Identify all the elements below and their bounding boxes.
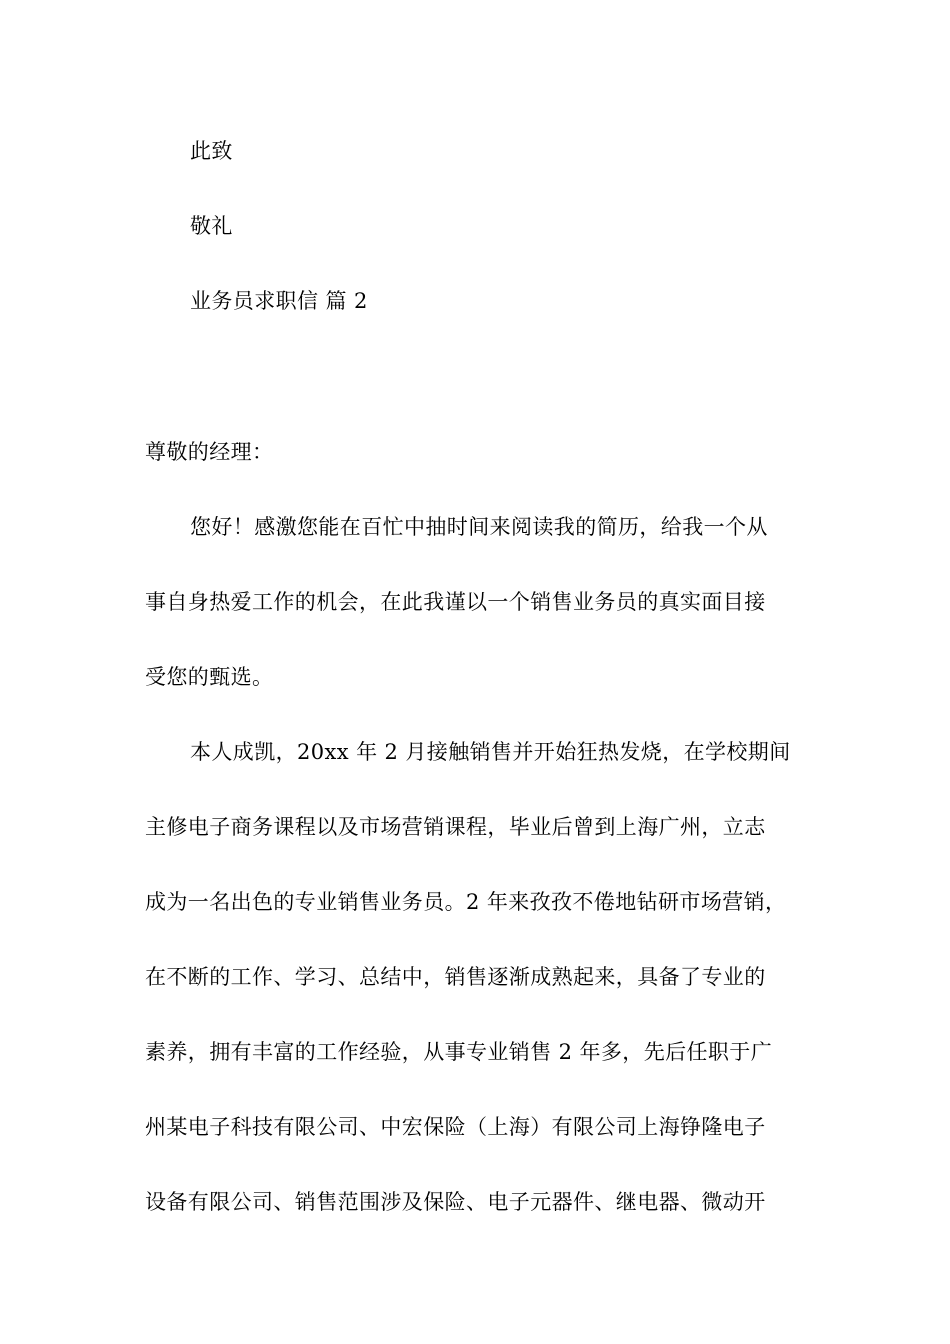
paragraph2-line-2: 主修电子商务课程以及市场营销课程，毕业后曾到上海广州，立志 [145,815,766,839]
paragraph2-line-3: 成为一名出色的专业销售业务员。2 年来孜孜不倦地钻研市场营销， [145,890,787,914]
section-heading: 业务员求职信 篇 2 [190,289,368,313]
closing-line-2: 敬礼 [190,214,233,238]
paragraph1-line-2: 事自身热爱工作的机会，在此我谨以一个销售业务员的真实面目接 [145,590,766,614]
closing-line-1: 此致 [190,139,233,163]
paragraph1-line-1: 您好！感激您能在百忙中抽时间来阅读我的简历，给我一个从 [190,515,768,539]
salutation: 尊敬的经理： [145,440,274,464]
paragraph2-line-6: 州某电子科技有限公司、中宏保险（上海）有限公司上海铮隆电子 [145,1115,766,1139]
paragraph2-line-1: 本人成凯，20xx 年 2 月接触销售并开始狂热发烧，在学校期间 [190,740,791,764]
paragraph1-line-3: 受您的甄选。 [145,665,274,689]
paragraph2-line-5: 素养，拥有丰富的工作经验，从事专业销售 2 年多，先后任职于广 [145,1040,773,1064]
paragraph2-line-4: 在不断的工作、学习、总结中，销售逐渐成熟起来，具备了专业的 [145,965,766,989]
paragraph2-line-7: 设备有限公司、销售范围涉及保险、电子元器件、继电器、微动开 [145,1190,766,1214]
